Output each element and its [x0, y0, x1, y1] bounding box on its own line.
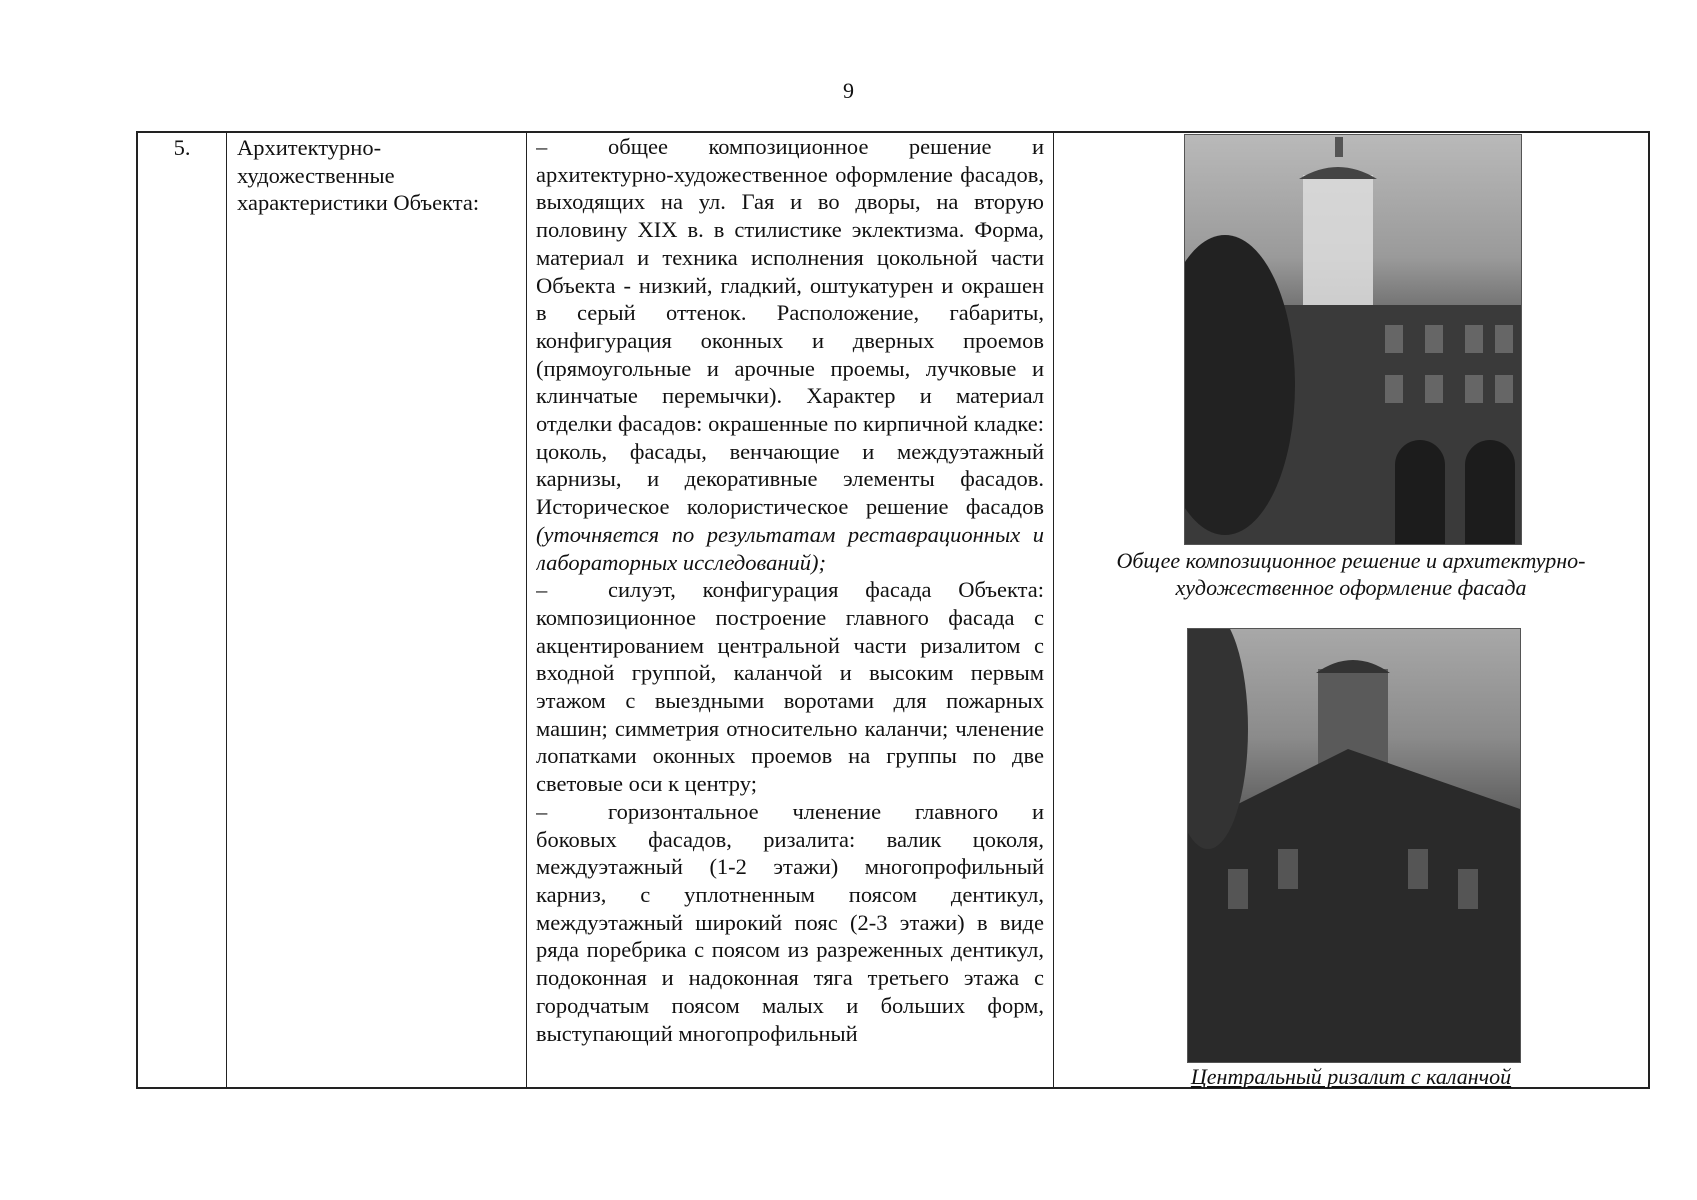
risalit-photo-drawing — [1188, 629, 1520, 1062]
description-text: горизонтальное членение главного и боковых фасадов, ризалита: валик цоколя, междуэтажный (1-2 этажи) многопрофильный карниз, с уплотненным поясом дентикул, междуэтажный широкий пояс (2-3 этажи) в виде ряда поребрика с поясом из разреженных дентикул, подоконная и надоконная тяга третьего этажа с городчатым поясом малых и больших форм, выступающий многопрофильный — [536, 798, 1044, 1046]
dash-marker: – — [536, 798, 548, 824]
description-item — [536, 133, 1044, 576]
row-description — [536, 133, 1044, 1083]
description-item — [536, 798, 1044, 1047]
page-number: 9 — [843, 78, 854, 103]
description-note: (уточняется по результатам реставрационных и лабораторных исследований); — [536, 521, 1044, 575]
facade-photo — [1184, 134, 1522, 545]
risalit-photo — [1187, 628, 1521, 1063]
risalit-photo-caption: Центральный ризалит с каланчой — [1190, 1064, 1512, 1089]
dash-marker: – — [536, 134, 548, 159]
facade-photo-drawing — [1185, 135, 1521, 544]
column-divider — [226, 133, 227, 1087]
column-divider — [526, 133, 527, 1087]
row-title: Архитектурно-художественные характеристики Объекта: — [237, 135, 480, 216]
description-item — [536, 576, 1044, 798]
description-text: силуэт, конфигурация фасада Объекта: композиционное построение главного фасада с акцентированием центральной части ризалитом с входной группой, каланчой и высоким первым этажом с выездными воротами для пожарных машин; симметрия относительно каланчи; членение лопатками оконных проемов на группы по две световые оси к центру; — [536, 577, 1044, 797]
column-divider — [1053, 133, 1054, 1087]
dash-marker: – — [536, 577, 548, 603]
row-number: 5. — [173, 135, 191, 160]
characteristics-table — [136, 131, 1650, 1089]
facade-photo-caption: Общее композиционное решение и архитектурно-художественное оформление фасада — [1116, 548, 1586, 600]
description-text: общее композиционное решение и архитектурно-художественное оформление фасадов, выходящих на ул. Гая и во дворы, на вторую половину XIX в. в стилистике эклектизма. Форма, материал и техника исполнения цокольной части Объекта - низкий, гладкий, оштукатурен и окрашен в серый оттенок. Расположение, габариты, конфигурация оконных и дверных проемов (прямоугольные и арочные проемы, лучковые и клинчатые перемычки). Характер и материал отделки фасадов: окрашенные по кирпичной кладке: цоколь, фасады, венчающие и междуэтажный карнизы, и декоративные элементы фасадов. Историческое колористическое решение фасадов — [536, 134, 1044, 520]
